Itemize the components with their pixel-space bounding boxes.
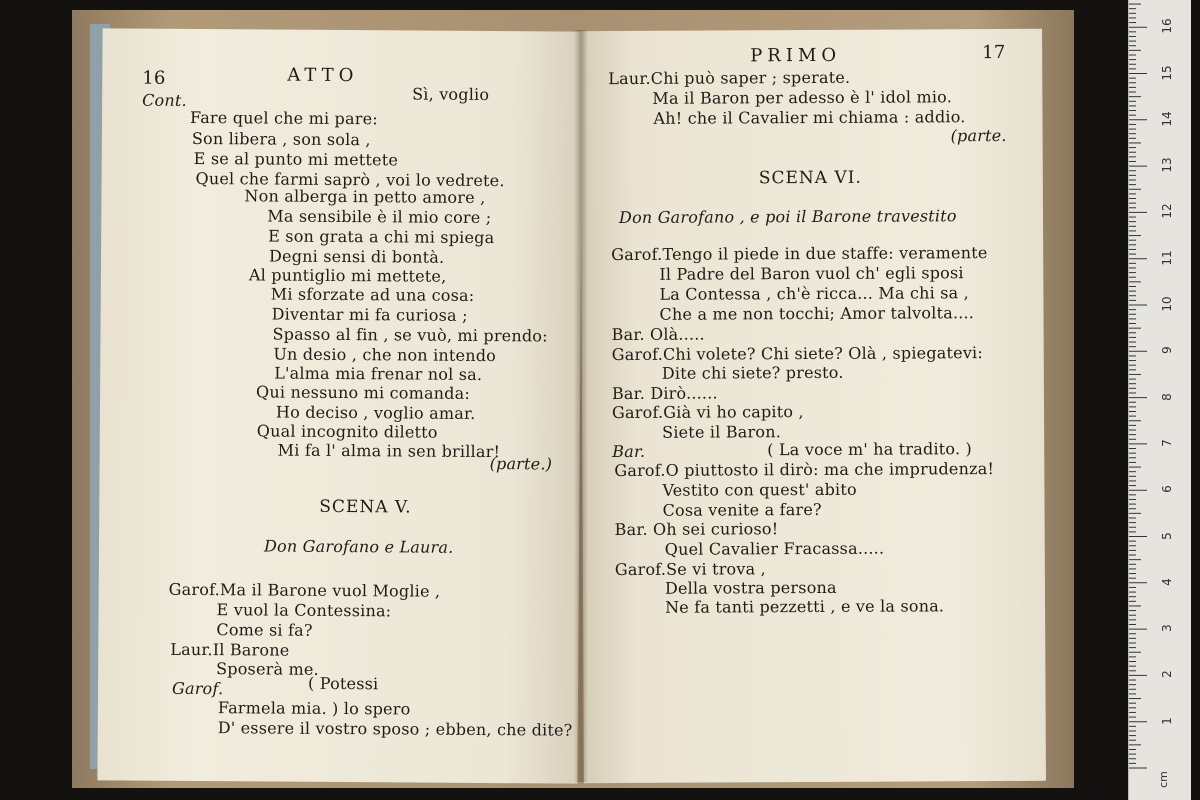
scene-heading: SCENA V. <box>319 496 412 518</box>
ruler-number: 1 <box>1160 716 1174 725</box>
verse-line: Ho deciso , voglio amar. <box>275 402 476 423</box>
ruler-number: 10 <box>1160 296 1174 312</box>
scene-characters: Don Garofano , e poi il Barone travestito <box>618 206 957 228</box>
running-header: ATTO <box>287 64 359 87</box>
ruler-number: 14 <box>1160 111 1174 127</box>
verse-line: Bar. Dirò...... <box>611 383 718 404</box>
verse-line: Vestito con quest' abito <box>662 479 857 500</box>
ruler-number: 2 <box>1160 670 1174 679</box>
verse-line: Bar. Olà..... <box>611 324 705 345</box>
ruler-number: 12 <box>1160 203 1174 220</box>
verse-line: Siete il Baron. <box>662 422 782 442</box>
stage-direction: (parte.) <box>489 454 553 474</box>
page-number: 17 <box>982 41 1006 64</box>
verse-line: Diventar mi fa curiosa ; <box>271 304 468 325</box>
speaker-label: Cont. <box>142 90 187 110</box>
verse-line: Laur.Il Barone <box>170 639 290 660</box>
ruler-number: 8 <box>1160 392 1174 401</box>
page-number: 16 <box>142 67 166 89</box>
verse-line: Ma il Baron per adesso è l' idol mio. <box>652 87 953 108</box>
ruler-number: 13 <box>1160 157 1174 173</box>
ruler-number: 9 <box>1160 346 1174 355</box>
verse-line: Farmela mia. ) lo spero <box>217 698 411 719</box>
verse-line: Un desio , che non intendo <box>273 344 497 366</box>
verse-line: Quel Cavalier Fracassa..... <box>664 538 885 559</box>
measurement-ruler <box>1128 0 1191 800</box>
verse-line: Che a me non tocchi; Amor talvolta.... <box>659 303 975 324</box>
verse-line: Spasso al fin , se vuò, mi prendo: <box>272 324 548 346</box>
stage-direction: (parte. <box>950 125 1007 146</box>
verse-line: Garof.O piuttosto il dirò: ma che imprudenza! <box>614 459 995 481</box>
verse-line: Come si fa? <box>216 620 313 640</box>
verse-line: Non alberga in petto amore , <box>244 186 486 208</box>
verse-line: Laur.Chi può saper ; sperate. <box>608 67 851 89</box>
ruler-number: 4 <box>1160 577 1174 586</box>
verse-line: E vuol la Contessina: <box>216 600 392 621</box>
verse-line: Garof.Tengo il piede in due staffe: veramente <box>611 243 988 265</box>
verse-line: Qual incognito diletto <box>256 421 438 442</box>
verse-line: Ma sensibile è il mio core ; <box>267 206 492 228</box>
verse-line: Dite chi siete? presto. <box>661 362 844 383</box>
verse-line: D' essere il vostro sposo ; ebben, che dite? <box>217 718 573 740</box>
verse-line: Cosa venite a fare? <box>662 499 822 520</box>
verse-line: La Contessa , ch'è ricca... Ma chi sa , <box>659 283 970 304</box>
ruler-unit-label: cm <box>1156 771 1170 788</box>
verse-line: ( Potessi <box>307 673 379 694</box>
ruler-number: 6 <box>1160 485 1174 494</box>
ruler-number: 5 <box>1160 531 1174 540</box>
verse-line: E son grata a chi mi spiega <box>268 226 495 248</box>
verse-line: ( La voce m' ha tradito. ) <box>767 439 973 460</box>
verse-line: Degni sensi di bontà. <box>268 246 445 267</box>
verse-line: Ne fa tanti pezzetti , e ve la sona. <box>665 596 945 617</box>
verse-line: L'alma mia frenar nol sa. <box>274 363 483 384</box>
verse-line: Garof.Chi volete? Chi siete? Olà , spiegatevi: <box>611 343 983 365</box>
verse-line: Sposerà me. <box>216 659 319 679</box>
ruler-number: 3 <box>1160 624 1174 632</box>
verse-line: Fare quel che mi pare: <box>189 107 378 129</box>
right-page <box>580 29 1046 783</box>
scene-characters: Don Garofano e Laura. <box>263 536 454 557</box>
left-page <box>97 28 582 783</box>
verse-line: Qui nessuno mi comanda: <box>256 382 471 403</box>
ruler-number: 7 <box>1160 439 1174 447</box>
verse-line: Sì, voglio <box>412 84 490 105</box>
speaker-label: Bar. <box>612 441 646 462</box>
verse-line: Bar. Oh sei curioso! <box>614 519 779 540</box>
verse-line: Mi sforzate ad una cosa: <box>270 284 475 305</box>
verse-line: E se al punto mi mettete <box>193 148 399 170</box>
running-header: PRIMO <box>750 44 842 67</box>
verse-line: Quel che farmi saprò , voi lo vedrete. <box>195 168 505 191</box>
verse-line: Della vostra persona <box>664 577 837 598</box>
verse-line: Garof.Ma il Barone vuol Moglie , <box>168 579 441 601</box>
verse-line: Mi fa l' alma in sen brillar! <box>277 440 501 462</box>
verse-line: Son libera , son sola , <box>191 128 371 150</box>
speaker-label: Garof. <box>171 678 224 699</box>
verse-line: Garof.Se vi trova , <box>614 559 766 580</box>
verse-line: Ah! che il Cavalier mi chiama : addio. <box>653 107 966 128</box>
scene-heading: SCENA VI. <box>758 167 862 189</box>
verse-line: Al puntiglio mi mettete, <box>248 265 447 286</box>
ruler-number: 11 <box>1160 250 1174 266</box>
book-gutter <box>574 30 588 782</box>
ruler-number: 16 <box>1160 18 1174 34</box>
ruler-number: 15 <box>1160 64 1174 81</box>
verse-line: Garof.Già vi ho capito , <box>611 402 804 423</box>
verse-line: Il Padre del Baron vuol ch' egli sposi <box>659 263 964 284</box>
